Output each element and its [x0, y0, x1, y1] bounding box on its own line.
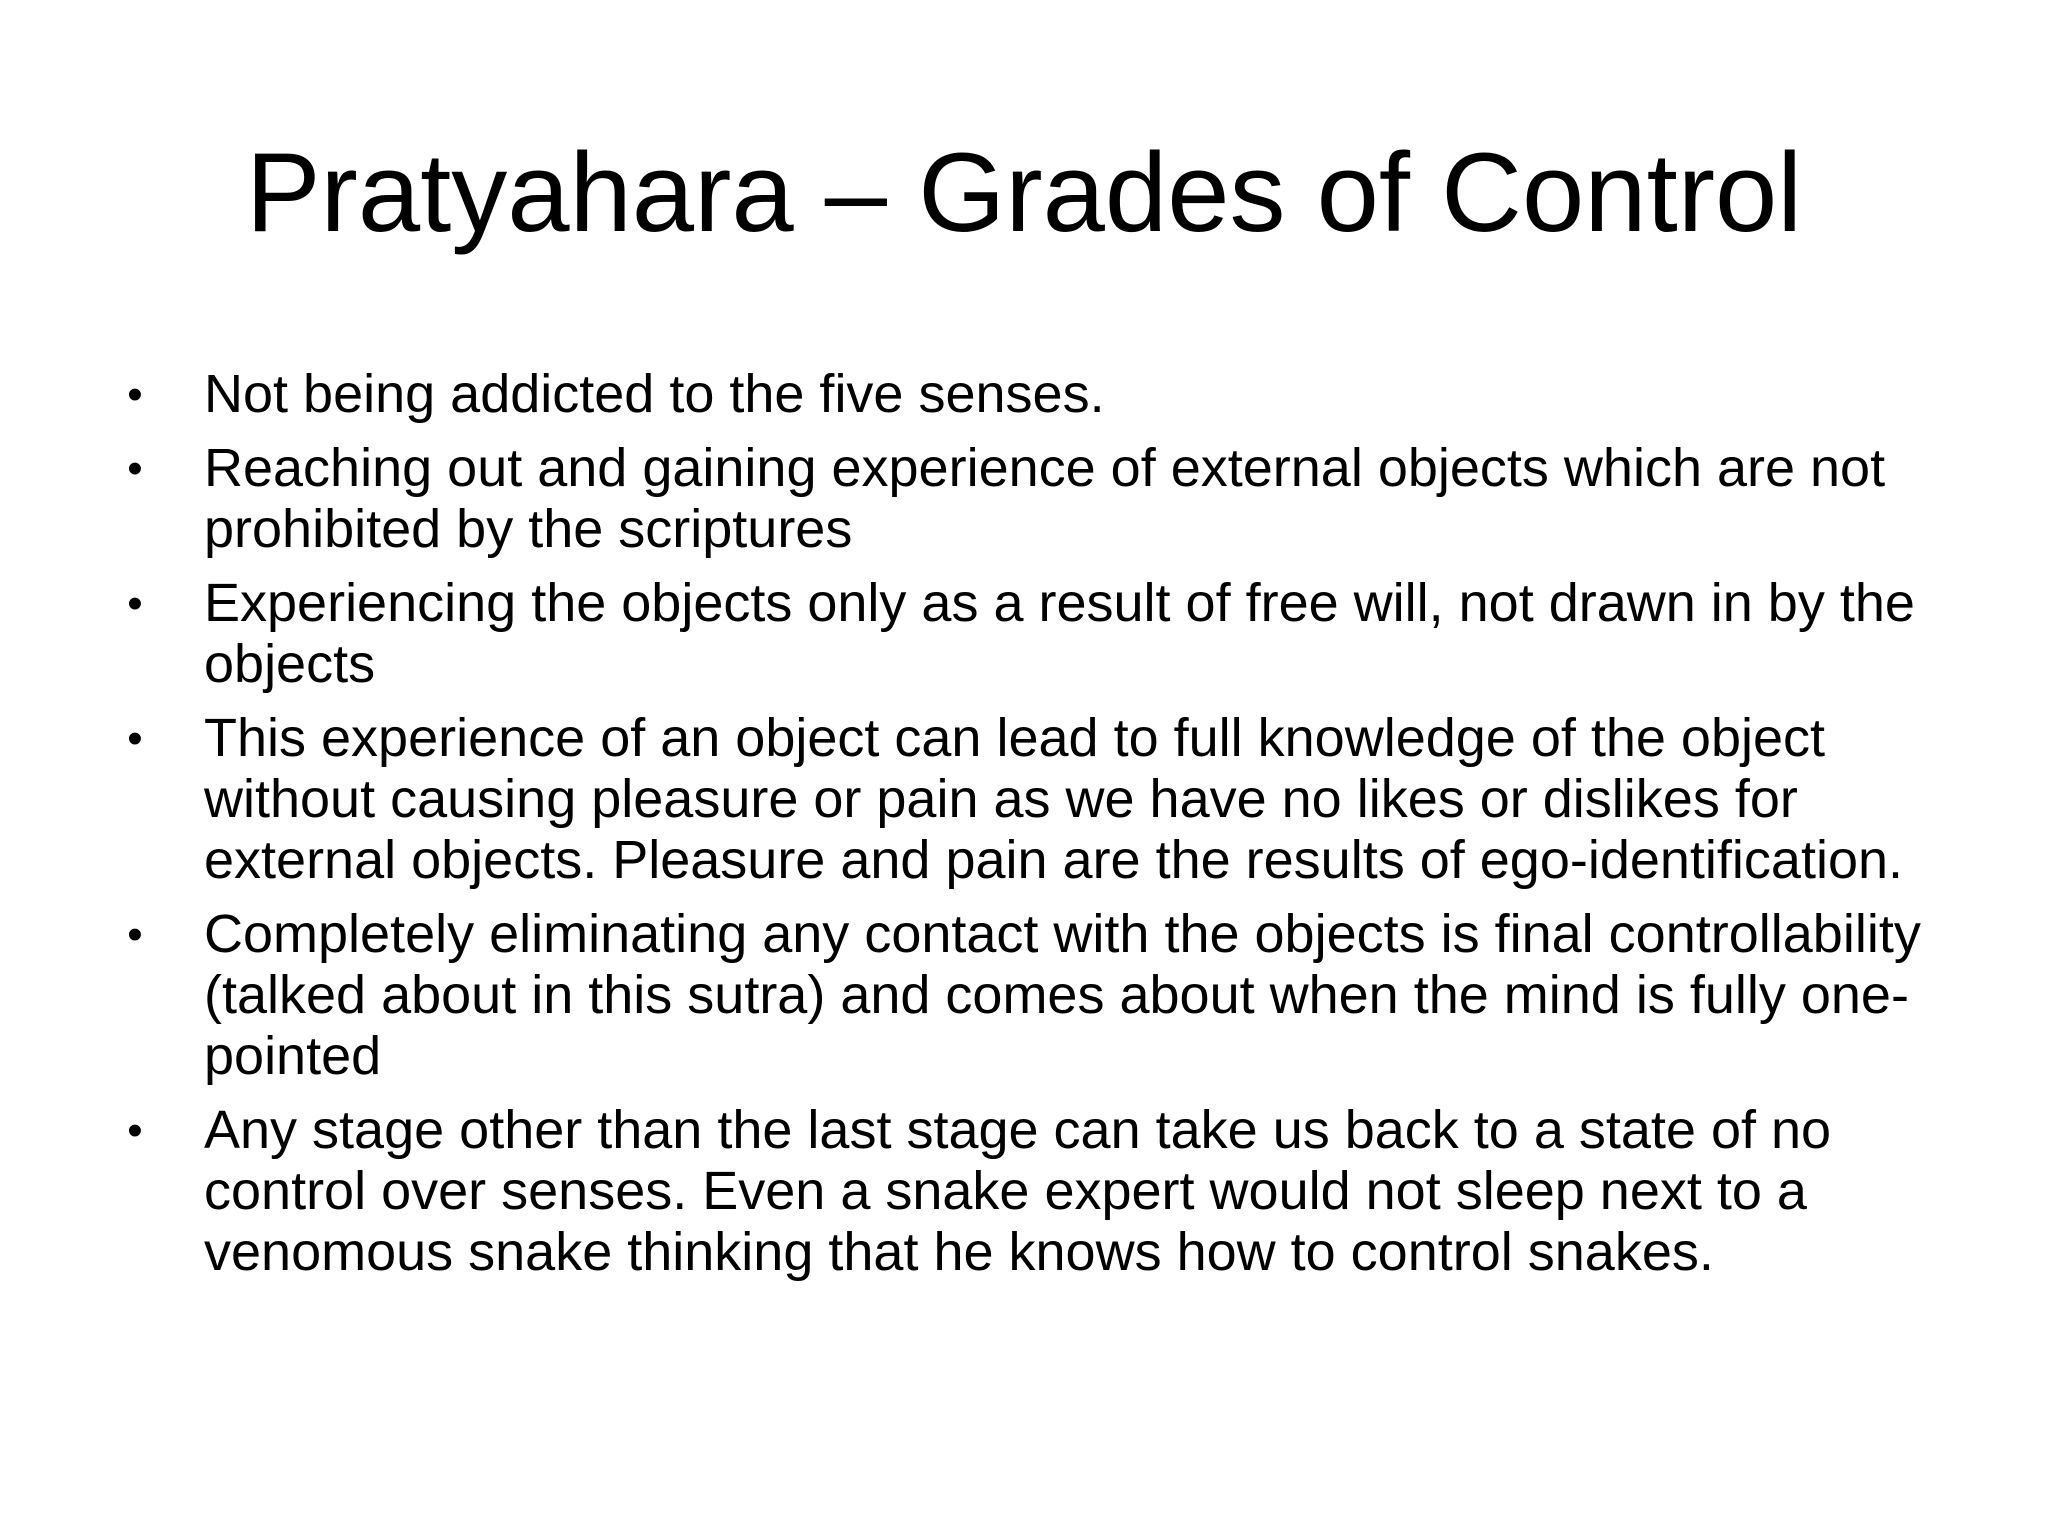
bullet-item-3: [120, 573, 1980, 695]
bullet-text: Not being addicted to the five senses.: [204, 364, 1105, 424]
bullet-dot-icon: •: [127, 444, 143, 493]
bullet-dot-icon: •: [127, 714, 143, 763]
bullet-item-4: [120, 708, 1980, 891]
bullet-text: Experiencing the objects only as a result of free will, not drawn in by the objects: [204, 573, 1915, 694]
slide-title: Pratyahara – Grades of Control: [245, 130, 1803, 255]
bullet-text: This experience of an object can lead to full knowledge of the object without causing pleasure or pain as we have no likes or dislikes for external objects. Pleasure and pain are the results of ego-identification.: [204, 708, 1904, 890]
bullet-text: Any stage other than the last stage can take us back to a state of no control over senses. Even a snake expert would not sleep next to a venomous snake thinking that he knows how to control snakes.: [204, 1100, 1832, 1282]
bullet-dot-icon: •: [127, 910, 143, 959]
bullet-dot-icon: •: [127, 370, 143, 419]
bullet-dot-icon: •: [127, 1106, 143, 1155]
bullet-text: Completely eliminating any contact with the objects is final controllability (talked about in this sutra) and comes about when the mind is fully one-pointed: [204, 904, 1921, 1086]
bullet-text: Reaching out and gaining experience of external objects which are not prohibited by the scriptures: [204, 438, 1886, 559]
bullet-item-5: [120, 904, 1980, 1087]
bullet-item-1: [120, 364, 1980, 425]
bullet-item-2: [120, 438, 1980, 560]
bullet-dot-icon: •: [127, 579, 143, 628]
bullet-item-6: [120, 1100, 1980, 1283]
bullet-list: [120, 364, 1980, 1296]
